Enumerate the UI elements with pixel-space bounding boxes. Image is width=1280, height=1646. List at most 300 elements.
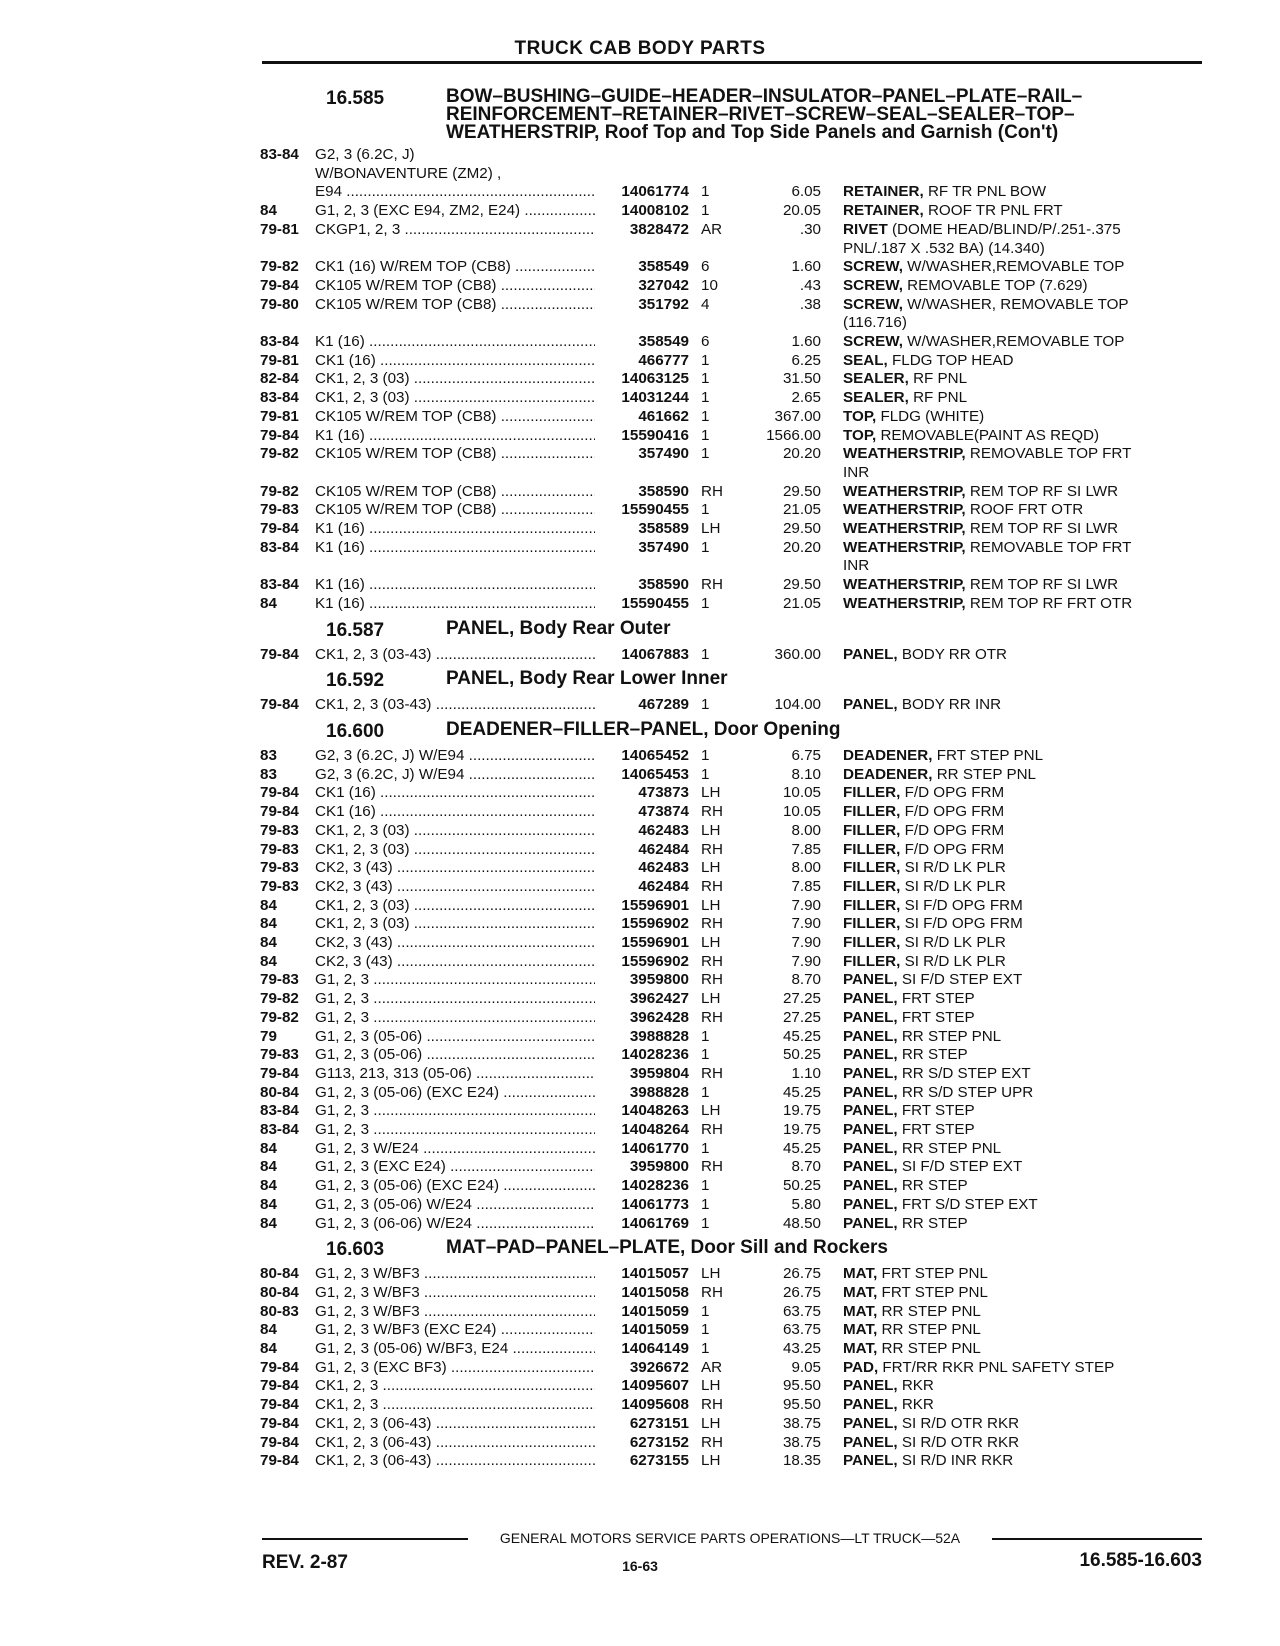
quantity: AR (701, 220, 723, 238)
part-row (260, 1434, 1210, 1453)
part-description (821, 766, 1203, 785)
model-application: CK1, 2, 3 (03) ..... (315, 841, 595, 860)
part-description (821, 539, 1203, 558)
price: 8.70 (791, 1158, 821, 1176)
part-row (260, 595, 1210, 614)
part-detail: SI F/D OPG FRM (904, 896, 1023, 914)
part-name: PANEL, (843, 971, 898, 989)
part-name: MAT, (843, 1340, 878, 1358)
price: 26.75 (782, 1265, 821, 1283)
part-name: FILLER, (843, 821, 901, 839)
model-year: 84 (260, 1158, 277, 1176)
section-heading (260, 670, 1210, 692)
part-detail: INR (843, 463, 870, 481)
price: .43 (799, 276, 821, 294)
part-detail: REM TOP RF SI LWR (969, 482, 1119, 500)
model-year: 84 (260, 915, 277, 933)
model-year: 83 (260, 765, 277, 783)
model-year: 83-84 (260, 576, 299, 594)
part-row (260, 221, 1210, 240)
model-year: 79 (260, 1027, 277, 1045)
part-description (821, 202, 1203, 221)
model-application: K1 (16) ..... (315, 333, 595, 352)
part-number: 6273151 (629, 1414, 689, 1432)
part-description (821, 878, 1203, 897)
revision-label: REV. 2-87 (262, 1552, 348, 1573)
model-application: CK1, 2, 3 (03) ..... (315, 915, 595, 934)
part-description (821, 1321, 1203, 1340)
model-year: 80-84 (260, 1265, 299, 1283)
section-heading (260, 1239, 1210, 1261)
part-description (821, 1009, 1203, 1028)
part-row (260, 1303, 1210, 1322)
part-detail: SI R/D OTR RKR (901, 1414, 1020, 1432)
part-name: SCREW, (843, 295, 903, 313)
model-year: 84 (260, 1214, 277, 1232)
quantity: RH (701, 971, 723, 989)
part-description (821, 595, 1203, 614)
quantity: 1 (701, 351, 710, 369)
part-description (821, 557, 1203, 576)
part-name: PANEL, (843, 1046, 898, 1064)
part-row (260, 859, 1210, 878)
price: 38.75 (782, 1414, 821, 1432)
part-number: 14064149 (621, 1340, 689, 1358)
quantity: LH (701, 1102, 721, 1120)
model-application: G1, 2, 3 (05-06) W/E24 ..... (315, 1196, 595, 1215)
part-name: RETAINER, (843, 202, 924, 220)
part-number: 358590 (638, 482, 689, 500)
price: 63.75 (782, 1302, 821, 1320)
part-description (821, 501, 1203, 520)
part-name: WEATHERSTRIP, (843, 520, 966, 538)
model-year: 79-84 (260, 276, 299, 294)
part-description (821, 1359, 1203, 1378)
part-name: FILLER, (843, 934, 901, 952)
part-name: PANEL, (843, 1452, 898, 1470)
part-number: 14061769 (621, 1214, 689, 1232)
part-number: 14028236 (621, 1046, 689, 1064)
part-name: FILLER, (843, 784, 901, 802)
model-year: 83 (260, 746, 277, 764)
part-row (260, 464, 1210, 483)
price: 7.85 (791, 877, 821, 895)
part-description (821, 1265, 1203, 1284)
model-application: CK1, 2, 3 (03) ..... (315, 897, 595, 916)
part-row (260, 971, 1210, 990)
part-number: 3959804 (629, 1064, 689, 1082)
part-row (260, 501, 1210, 520)
part-number: 3828472 (629, 220, 689, 238)
part-name: WEATHERSTRIP, (843, 594, 966, 612)
part-number: 462484 (638, 877, 689, 895)
quantity: LH (701, 934, 721, 952)
model-application: CK105 W/REM TOP (CB8) ..... (315, 445, 595, 464)
part-description (821, 520, 1203, 539)
price: 38.75 (782, 1433, 821, 1451)
model-application: G1, 2, 3 (EXC BF3) ..... (315, 1359, 595, 1378)
part-number: 473874 (638, 803, 689, 821)
part-row (260, 520, 1210, 539)
model-application: CK1, 2, 3 ..... (315, 1377, 595, 1396)
model-application: G1, 2, 3 (EXC E94, ZM2, E24) ..... (315, 202, 595, 221)
model-year: 79-84 (260, 1377, 299, 1395)
part-number: 6273155 (629, 1452, 689, 1470)
part-row (260, 389, 1210, 408)
quantity: RH (701, 915, 723, 933)
part-number: 461662 (638, 407, 689, 425)
quantity: LH (701, 1452, 721, 1470)
quantity: 6 (701, 333, 710, 351)
model-application: G1, 2, 3 (06-06) W/E24 ..... (315, 1215, 595, 1234)
part-name: SEAL, (843, 351, 888, 369)
part-number: 14067883 (621, 645, 689, 663)
part-description (821, 1396, 1203, 1415)
part-name: FILLER, (843, 915, 901, 933)
quantity: LH (701, 896, 721, 914)
part-description (821, 1065, 1203, 1084)
part-name: PANEL, (843, 1433, 898, 1451)
part-number: 14095607 (621, 1377, 689, 1395)
quantity: RH (701, 482, 723, 500)
part-detail: F/D OPG FRM (904, 803, 1005, 821)
part-row (260, 1028, 1210, 1047)
part-row (260, 878, 1210, 897)
part-name: MAT, (843, 1302, 878, 1320)
part-detail: FRT STEP (901, 1102, 975, 1120)
model-application: G1, 2, 3 W/BF3 ..... (315, 1265, 595, 1284)
part-detail: FRT S/D STEP EXT (901, 1195, 1038, 1213)
part-detail: BODY RR INR (901, 696, 1002, 714)
part-number: 14063125 (621, 370, 689, 388)
model-year: 79-84 (260, 1452, 299, 1470)
part-description (821, 1452, 1203, 1471)
part-detail: PNL/.187 X .532 BA) (14.340) (843, 239, 1045, 257)
model-application: CK105 W/REM TOP (CB8) ..... (315, 277, 595, 296)
part-name: WEATHERSTRIP, (843, 501, 966, 519)
part-description (821, 576, 1203, 595)
part-name: FILLER, (843, 840, 901, 858)
part-name: PANEL, (843, 1064, 898, 1082)
quantity: LH (701, 821, 721, 839)
model-year: 83-84 (260, 389, 299, 407)
model-application: CK1, 2, 3 (03) ..... (315, 370, 595, 389)
quantity: 1 (701, 645, 710, 663)
part-row (260, 915, 1210, 934)
model-application: CK1, 2, 3 (03) ..... (315, 389, 595, 408)
part-row (260, 897, 1210, 916)
part-row (260, 445, 1210, 464)
part-description (821, 841, 1203, 860)
model-year: 83-84 (260, 538, 299, 556)
part-detail: (DOME HEAD/BLIND/P/.251-.375 (891, 220, 1121, 238)
part-description (821, 483, 1203, 502)
price: 45.25 (782, 1139, 821, 1157)
model-application: CK1, 2, 3 (06-43) ..... (315, 1434, 595, 1453)
price: 1.10 (791, 1064, 821, 1082)
part-row (260, 370, 1210, 389)
price: 18.35 (782, 1452, 821, 1470)
section-title: PANEL, Body Rear Outer (446, 617, 671, 639)
part-name: FILLER, (843, 859, 901, 877)
part-description (821, 934, 1203, 953)
price: 21.05 (782, 501, 821, 519)
quantity: RH (701, 1158, 723, 1176)
model-year: 79-83 (260, 859, 299, 877)
model-year: 79-82 (260, 445, 299, 463)
part-number: 3988828 (629, 1027, 689, 1045)
part-name: PANEL, (843, 1177, 898, 1195)
quantity: LH (701, 784, 721, 802)
part-description (821, 1340, 1203, 1359)
quantity: 1 (701, 407, 710, 425)
part-row (260, 1009, 1210, 1028)
part-name: FILLER, (843, 952, 901, 970)
quantity: RH (701, 1396, 723, 1414)
price: 1.60 (791, 258, 821, 276)
price: 29.50 (782, 576, 821, 594)
part-description (821, 464, 1203, 483)
part-row (260, 1377, 1210, 1396)
price: 29.50 (782, 520, 821, 538)
price: 10.05 (782, 784, 821, 802)
part-number: 15590455 (621, 594, 689, 612)
model-year: 80-83 (260, 1302, 299, 1320)
part-detail: RF PNL (913, 370, 968, 388)
quantity: 1 (701, 746, 710, 764)
section-number: 16.587 (326, 619, 385, 641)
part-row (260, 258, 1210, 277)
part-name: PANEL, (843, 1139, 898, 1157)
part-row (260, 1121, 1210, 1140)
part-description (821, 1177, 1203, 1196)
price: .38 (799, 295, 821, 313)
part-description (821, 1140, 1203, 1159)
part-name: PANEL, (843, 1121, 898, 1139)
model-application: CK1, 2, 3 (03) ..... (315, 822, 595, 841)
part-row (260, 576, 1210, 595)
model-year: 84 (260, 1195, 277, 1213)
part-description (821, 971, 1203, 990)
part-row (260, 427, 1210, 446)
price: 26.75 (782, 1283, 821, 1301)
part-name: PANEL, (843, 696, 898, 714)
part-row (260, 1396, 1210, 1415)
parts-list (260, 82, 1210, 1471)
part-name: PANEL, (843, 1377, 898, 1395)
model-year: 79-84 (260, 645, 299, 663)
model-year: 79-84 (260, 1064, 299, 1082)
part-description (821, 1046, 1203, 1065)
part-detail: SI F/D STEP EXT (901, 971, 1023, 989)
part-description (821, 314, 1203, 333)
model-year: 79-83 (260, 971, 299, 989)
quantity: 1 (701, 1027, 710, 1045)
section-number: 16.603 (326, 1239, 385, 1261)
part-description (821, 1434, 1203, 1453)
part-row (260, 314, 1210, 333)
model-application: G1, 2, 3 (05-06) (EXC E24) ..... (315, 1177, 595, 1196)
part-detail: FRT STEP (901, 990, 975, 1008)
model-application: G2, 3 (6.2C, J) (315, 146, 415, 163)
price: 20.05 (782, 202, 821, 220)
part-detail: FRT STEP (901, 1121, 975, 1139)
part-number: 6273152 (629, 1433, 689, 1451)
part-detail: REM TOP RF FRT OTR (969, 594, 1133, 612)
model-application: CK1 (16) ..... (315, 352, 595, 371)
model-year: 79-83 (260, 877, 299, 895)
quantity: LH (701, 1414, 721, 1432)
model-year: 79-81 (260, 351, 299, 369)
model-year: 79-84 (260, 696, 299, 714)
part-number: 14061774 (621, 183, 689, 201)
part-description (821, 1102, 1203, 1121)
model-application: W/BONAVENTURE (ZM2) , (315, 164, 502, 182)
model-year: 84 (260, 202, 277, 220)
model-application: G1, 2, 3 (05-06) W/BF3, E24 ..... (315, 1340, 595, 1359)
model-application: G1, 2, 3 (05-06) (EXC E24) ..... (315, 1084, 595, 1103)
price: 2.65 (791, 389, 821, 407)
model-application: G1, 2, 3 W/BF3 ..... (315, 1284, 595, 1303)
part-detail: (116.716) (843, 314, 907, 332)
part-row (260, 1084, 1210, 1103)
model-application: G1, 2, 3 W/BF3 ..... (315, 1303, 595, 1322)
part-number: 327042 (638, 276, 689, 294)
part-detail: REMOVABLE TOP FRT (969, 445, 1132, 463)
part-number: 15596902 (621, 952, 689, 970)
part-row (260, 1359, 1210, 1378)
part-name: WEATHERSTRIP, (843, 538, 966, 556)
model-application: G1, 2, 3 ..... (315, 971, 595, 990)
part-number: 14065453 (621, 765, 689, 783)
quantity: 1 (701, 1340, 710, 1358)
model-year: 79-84 (260, 1358, 299, 1376)
page-title: TRUCK CAB BODY PARTS (514, 38, 766, 59)
section-title: PANEL, Body Rear Lower Inner (446, 668, 728, 690)
part-row (260, 146, 1210, 165)
price: 1.60 (791, 333, 821, 351)
model-application: CK2, 3 (43) ..... (315, 934, 595, 953)
part-detail: RF TR PNL BOW (927, 183, 1047, 201)
price: 20.20 (782, 538, 821, 556)
model-year: 79-84 (260, 520, 299, 538)
quantity: 1 (701, 1046, 710, 1064)
part-detail: RR STEP (901, 1177, 968, 1195)
price: 19.75 (782, 1121, 821, 1139)
model-year: 84 (260, 1177, 277, 1195)
section-heading (260, 88, 1210, 142)
model-year: 84 (260, 1139, 277, 1157)
footer-rule-right (992, 1538, 1202, 1540)
part-number: 15590455 (621, 501, 689, 519)
price: 21.05 (782, 594, 821, 612)
model-application: G1, 2, 3 W/BF3 (EXC E24) ..... (315, 1321, 595, 1340)
part-description (821, 1196, 1203, 1215)
part-number: 15596901 (621, 934, 689, 952)
part-row (260, 766, 1210, 785)
part-detail: FRT STEP PNL (881, 1283, 988, 1301)
part-name: WEATHERSTRIP, (843, 445, 966, 463)
part-name: MAT, (843, 1265, 878, 1283)
quantity: 1 (701, 426, 710, 444)
part-description (821, 859, 1203, 878)
model-year: 83-84 (260, 333, 299, 351)
part-name: SCREW, (843, 333, 903, 351)
part-detail: FRT/RR RKR PNL SAFETY STEP (882, 1358, 1115, 1376)
price: 27.25 (782, 990, 821, 1008)
part-name: PANEL, (843, 645, 898, 663)
part-name: PANEL, (843, 1414, 898, 1432)
footer-rule-left (262, 1538, 468, 1540)
part-detail: FLDG (WHITE) (880, 407, 985, 425)
part-detail: RR S/D STEP UPR (901, 1083, 1034, 1101)
model-application: G113, 213, 313 (05-06) ..... (315, 1065, 595, 1084)
quantity: 1 (701, 1083, 710, 1101)
part-description (821, 1121, 1203, 1140)
part-number: 3962427 (629, 990, 689, 1008)
part-number: 358589 (638, 520, 689, 538)
part-detail: RR STEP PNL (901, 1139, 1002, 1157)
part-name: TOP, (843, 426, 877, 444)
model-year: 82-84 (260, 370, 299, 388)
model-year: 83-84 (260, 146, 299, 163)
part-name: SEALER, (843, 389, 909, 407)
part-detail: RR STEP PNL (881, 1321, 981, 1339)
part-description (821, 897, 1203, 916)
part-row (260, 1265, 1210, 1284)
model-year: 79-84 (260, 803, 299, 821)
section-number: 16.585 (326, 88, 385, 109)
part-row (260, 1321, 1210, 1340)
part-name: FILLER, (843, 803, 901, 821)
part-row (260, 803, 1210, 822)
part-row (260, 333, 1210, 352)
quantity: 1 (701, 1302, 710, 1320)
part-name: PANEL, (843, 1195, 898, 1213)
part-number: 14095608 (621, 1396, 689, 1414)
part-number: 3959800 (629, 1158, 689, 1176)
part-detail: REMOVABLE TOP (7.629) (907, 276, 1088, 294)
quantity: 1 (701, 696, 710, 714)
part-description (821, 803, 1203, 822)
part-number: 15590416 (621, 426, 689, 444)
model-application: CK1 (16) ..... (315, 803, 595, 822)
part-name: MAT, (843, 1283, 878, 1301)
part-row (260, 539, 1210, 558)
price: 27.25 (782, 1008, 821, 1026)
part-detail: REM TOP RF SI LWR (969, 520, 1119, 538)
quantity: 1 (701, 538, 710, 556)
part-row (260, 483, 1210, 502)
part-description (821, 1084, 1203, 1103)
part-number: 14028236 (621, 1177, 689, 1195)
part-name: PANEL, (843, 1027, 898, 1045)
part-row (260, 696, 1210, 715)
model-year: 79-84 (260, 784, 299, 802)
quantity: 1 (701, 501, 710, 519)
model-year: 84 (260, 594, 277, 612)
model-application: CK2, 3 (43) ..... (315, 878, 595, 897)
model-application: CK1, 2, 3 (03-43) ..... (315, 696, 595, 715)
part-name: PANEL, (843, 1214, 898, 1232)
part-row (260, 240, 1210, 259)
price: 8.00 (791, 821, 821, 839)
price: 360.00 (774, 645, 821, 663)
model-application: CK1 (16) ..... (315, 784, 595, 803)
price: 6.05 (791, 183, 821, 201)
model-year: 79-84 (260, 1433, 299, 1451)
part-detail: INR (843, 557, 870, 575)
